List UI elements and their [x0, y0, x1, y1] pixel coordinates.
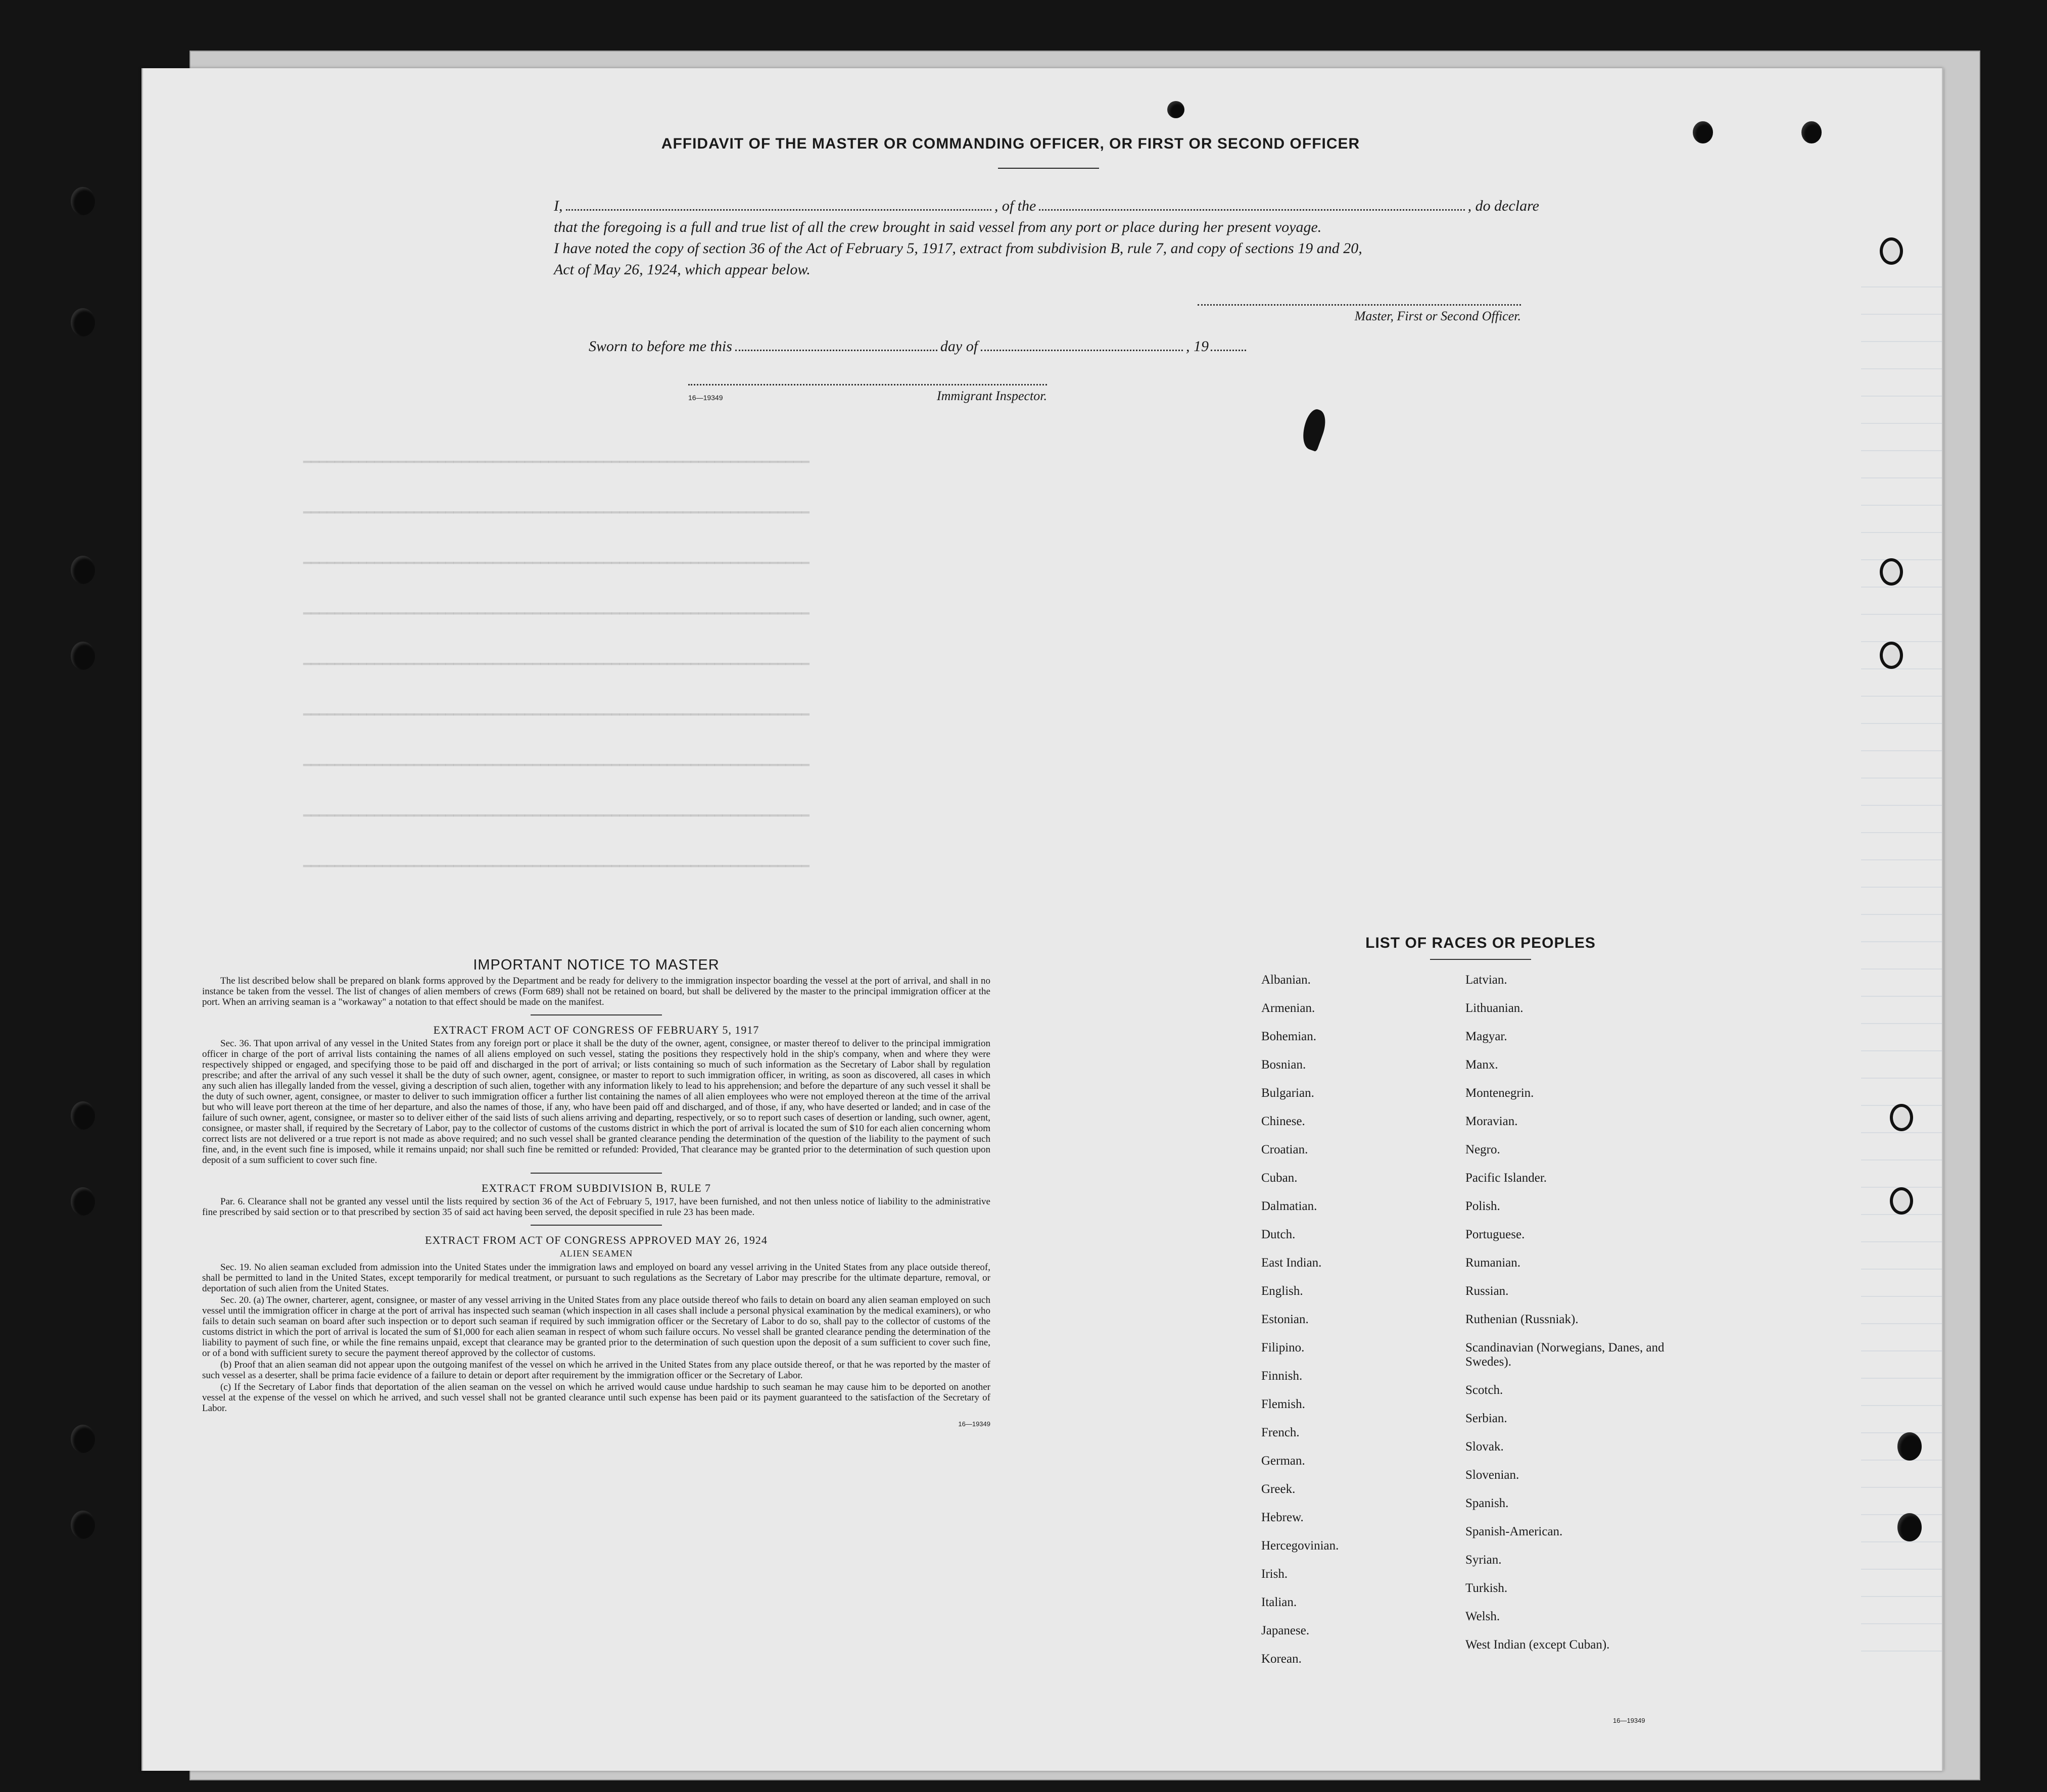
race-item: Finnish.	[1261, 1369, 1303, 1383]
race-item: Irish.	[1261, 1567, 1288, 1581]
sworn-year-label: , 19	[1186, 338, 1209, 355]
punch-hole	[1890, 1104, 1913, 1131]
of-the-label: , of the	[994, 198, 1036, 214]
race-item: Korean.	[1261, 1652, 1302, 1666]
races-right-column	[1465, 973, 1698, 1666]
race-item: English.	[1261, 1284, 1303, 1298]
race-item: Russian.	[1465, 1284, 1509, 1298]
race-item: Spanish-American.	[1465, 1525, 1563, 1538]
sec19-body: Sec. 19. No alien seaman excluded from admission into the United States under the immigration laws and employed on board any vessel arriving in the United States from any place outside thereof, shall be permitted to land in the United States, except temporarily for medical treatment, or pursuant to such regulations as the Secretary of Labor may prescribe for the ultimate departure, removal, or deportation of such alien from the United States.	[202, 1262, 990, 1294]
race-item: Portuguese.	[1465, 1228, 1525, 1241]
extract3-subtitle: ALIEN SEAMEN	[559, 1248, 633, 1258]
race-item: Hercegovinian.	[1261, 1539, 1339, 1553]
race-item: Armenian.	[1261, 1001, 1315, 1015]
punch-hole	[1880, 642, 1903, 669]
race-item: Latvian.	[1465, 973, 1507, 987]
race-item: Serbian.	[1465, 1412, 1507, 1425]
race-item: Dalmatian.	[1261, 1199, 1317, 1213]
race-item: Polish.	[1465, 1199, 1500, 1213]
declaration-line-2: that the foregoing is a full and true list of all the crew brought in said vessel from any port or place during her present voyage.	[554, 219, 1322, 235]
race-item: Slovenian.	[1465, 1468, 1519, 1482]
punch-hole	[1897, 1432, 1922, 1461]
master-signature-line[interactable]	[1198, 304, 1521, 324]
races-title: LIST OF RACES OR PEOPLES	[1365, 935, 1596, 951]
race-item: West Indian (except Cuban).	[1465, 1638, 1610, 1652]
extract3-title: EXTRACT FROM ACT OF CONGRESS APPROVED MAY 26, 1924	[425, 1234, 768, 1246]
punch-hole	[1801, 121, 1822, 143]
binder-hole	[71, 642, 95, 670]
race-item: Italian.	[1261, 1595, 1297, 1609]
extract2-body: Par. 6. Clearance shall not be granted any vessel until the lists required by section 36 of the Act of February 5, 1917, have been furnished, and not then unless notice of liability to the administrative fine prescribed by said section or to that prescribed by section 35 of said act having been served, the deposit specified in rule 23 has been made.	[202, 1196, 990, 1218]
name-field[interactable]	[566, 195, 991, 211]
race-item: Bosnian.	[1261, 1058, 1306, 1072]
binder-hole	[71, 1101, 95, 1130]
punch-hole	[1880, 237, 1903, 265]
race-item: Moravian.	[1465, 1115, 1518, 1128]
sworn-prefix: Sworn to before me this	[589, 338, 732, 355]
race-item: Manx.	[1465, 1058, 1498, 1072]
form-number: 16—19349	[688, 394, 723, 402]
race-item: Turkish.	[1465, 1581, 1508, 1595]
divider	[1430, 959, 1531, 960]
race-item: East Indian.	[1261, 1256, 1322, 1270]
i-label: I,	[554, 198, 563, 214]
vessel-field[interactable]	[1039, 195, 1464, 211]
race-item: Cuban.	[1261, 1171, 1298, 1185]
punch-hole	[1693, 121, 1713, 143]
race-item: Estonian.	[1261, 1313, 1309, 1326]
race-item: Croatian.	[1261, 1143, 1308, 1156]
sworn-line	[589, 336, 1311, 355]
race-item: Greek.	[1261, 1482, 1296, 1496]
sworn-month-field[interactable]	[981, 336, 1183, 351]
race-item: Slovak.	[1465, 1440, 1504, 1454]
race-item: Filipino.	[1261, 1341, 1305, 1354]
inspector-signature-line[interactable]	[688, 384, 1047, 404]
declaration-line	[554, 195, 1539, 217]
binder-hole	[71, 556, 95, 584]
race-item: Welsh.	[1465, 1610, 1500, 1623]
races-section	[1253, 935, 1708, 1724]
binder-hole	[71, 1425, 95, 1453]
divider	[531, 1014, 662, 1015]
punch-hole	[1880, 558, 1903, 586]
extract2-title: EXTRACT FROM SUBDIVISION B, RULE 7	[481, 1182, 711, 1194]
punch-hole	[1897, 1513, 1922, 1541]
race-item: Montenegrin.	[1465, 1086, 1534, 1100]
divider	[531, 1173, 662, 1174]
race-item: Magyar.	[1465, 1030, 1507, 1043]
sworn-day-field[interactable]	[735, 336, 937, 351]
form-number: 16—19349	[958, 1420, 990, 1428]
inspector-label: Immigrant Inspector.	[936, 389, 1047, 403]
title-underline	[998, 168, 1099, 169]
sworn-year-field[interactable]	[1211, 336, 1246, 351]
race-item: Dutch.	[1261, 1228, 1296, 1241]
race-item: Scandinavian (Norwegians, Danes, and Swedes).	[1465, 1341, 1664, 1369]
races-columns	[1253, 973, 1708, 1724]
binder-hole	[71, 308, 95, 336]
race-item: Pacific Islander.	[1465, 1171, 1547, 1185]
race-item: Flemish.	[1261, 1397, 1305, 1411]
divider	[531, 1225, 662, 1226]
sworn-day-of: day of	[940, 338, 978, 355]
race-item: Spanish.	[1465, 1496, 1509, 1510]
faint-ruled-grid	[1861, 260, 1942, 1675]
declaration-line-3: I have noted the copy of section 36 of the Act of February 5, 1917, extract from subdivision B, rule 7, and copy of sections 19 and 20,	[554, 240, 1362, 257]
race-item: Hebrew.	[1261, 1511, 1304, 1524]
binder-hole	[71, 1187, 95, 1216]
race-item: Albanian.	[1261, 973, 1311, 987]
race-item: French.	[1261, 1426, 1300, 1439]
race-item: Scotch.	[1465, 1383, 1503, 1397]
notice-section	[202, 957, 990, 1429]
race-item: Negro.	[1465, 1143, 1500, 1156]
race-item: Lithuanian.	[1465, 1001, 1524, 1015]
race-item: Japanese.	[1261, 1624, 1310, 1637]
race-item: Bohemian.	[1261, 1030, 1317, 1043]
binder-hole	[71, 187, 95, 215]
races-left-column	[1261, 973, 1453, 1680]
binder-hole	[71, 1511, 95, 1539]
affidavit-title: AFFIDAVIT OF THE MASTER OR COMMANDING OFFICER, OR FIRST OR SECOND OFFICER	[661, 135, 1360, 152]
race-item: Bulgarian.	[1261, 1086, 1314, 1100]
sec20c-body: (c) If the Secretary of Labor finds that deportation of the alien seaman on the vessel on which he arrived would cause undue hardship to such seaman he may cause him to be deported on another vessel at the expense of the vessel on which he arrived, and such vessel shall not be granted clearance until such expense has been paid or its payment guaranteed to the satisfaction of the Secretary of Labor.	[202, 1382, 990, 1414]
extract1-title: EXTRACT FROM ACT OF CONGRESS OF FEBRUARY 5, 1917	[433, 1024, 759, 1036]
punch-hole	[1890, 1187, 1913, 1215]
race-item: Chinese.	[1261, 1115, 1305, 1128]
race-item: Rumanian.	[1465, 1256, 1521, 1270]
race-item: German.	[1261, 1454, 1305, 1468]
notice-body: The list described below shall be prepared on blank forms approved by the Department and be ready for delivery to the immigration inspector boarding the vessel at the port of arrival, and shall in no instance be taken from the vessel. The list of changes of alien members of crews (Form 689) shall not be retained on board, but shall be delivered by the master to the principal immigration officer at the port. When an arriving seaman is a "workaway" a notation to that effect should be made on the manifest.	[202, 976, 990, 1007]
notice-title: IMPORTANT NOTICE TO MASTER	[473, 957, 720, 973]
race-item: Syrian.	[1465, 1553, 1502, 1567]
affidavit-text	[554, 195, 1539, 280]
sec20b-body: (b) Proof that an alien seaman did not appear upon the outgoing manifest of the vessel on which he arrived in the United States from any place outside thereof, or that he was reported by the master of such vessel as a deserter, shall be prima facie evidence of a failure to detain or deport after requirement by the immigration officer or the Secretary of Labor.	[202, 1360, 990, 1381]
form-number: 16—19349	[1613, 1717, 1645, 1724]
punch-hole	[1167, 101, 1184, 118]
master-signature-label: Master, First or Second Officer.	[1354, 309, 1521, 323]
extract1-body: Sec. 36. That upon arrival of any vessel in the United States from any foreign port or place it shall be the duty of the owner, agent, consignee, or master thereof to deliver to the principal immigration officer in charge of the port of arrival lists containing the names of all aliens employed on such vessel, stating the positions they respectively hold in the ship's company, when and where they were respectively shipped or engaged, and specifying those to be paid off and discharged in the port of arrival; or lists containing so much of such information as the Secretary of Labor shall by regulation prescribe; and after the arrival of any such vessel it shall be the duty of such owner, agent, consignee, or master to report to such immigration officer, in writing, as soon as discovered, all cases in which any such alien has illegally landed from the vessel, giving a description of such alien, together with any information likely to lead to his apprehension; and before the departure of any such vessel it shall be the duty of such owner, agent, consignee, or master to deliver to such immigration officer a further list containing the names of all alien employees who were not employed thereon at the time of the arrival but who will leave port thereon at the time of her departure, and also the names of those, if any, who have been paid off and discharged, and of those, if any, who have deserted or landed; and in case of the failure of such owner, agent, consignee, or master so to deliver either of the said lists of such aliens arriving and departing, respectively, or so to report such cases of desertion or landing, such owner, agent, consignee, or master shall, if required by the Secretary of Labor, pay to the collector of customs of the customs district in which the port of arrival is located the sum of $10 for each alien concerning whom correct lists are not delivered or a true report is not made as above required; and no such vessel shall be granted clearance pending the determination of the question of the liability to the payment of such fine, and, in the event such fine is imposed, while it remains unpaid; nor shall such fine be remitted or refunded: Provided, That clearance may be granted prior to the determination of such question upon deposit of a sum sufficient to cover such fine.	[202, 1038, 990, 1166]
declaration-line-4: Act of May 26, 1924, which appear below.	[554, 261, 811, 278]
do-declare-label: , do declare	[1467, 198, 1539, 214]
race-item: Ruthenian (Russniak).	[1465, 1313, 1579, 1326]
sec20a-body: Sec. 20. (a) The owner, charterer, agent, consignee, or master of any vessel arriving in the United States from any place outside thereof who fails to detain on board any alien seaman employed on such vessel until the immigration officer in charge at the port of arrival has inspected such seaman (which inspection in all cases shall include a personal physical examination by the medical examiners), or who fails to detain such seaman on board after such inspection or to deport such seaman if required by such immigration officer or the Secretary of Labor to do so, shall pay to the collector of customs of the customs district in which the port of arrival is located the sum of $1,000 for each alien seaman in respect of whom such failure occurs. No vessel shall be granted clearance pending the determination of the liability to payment of such fine, or while the fine remains unpaid, except that clearance may be granted prior to the determination of such question upon the deposit of a sum sufficient to cover such fine, or of a bond with sufficient surety to secure the payment thereof approved by the collector of customs.	[202, 1295, 990, 1359]
